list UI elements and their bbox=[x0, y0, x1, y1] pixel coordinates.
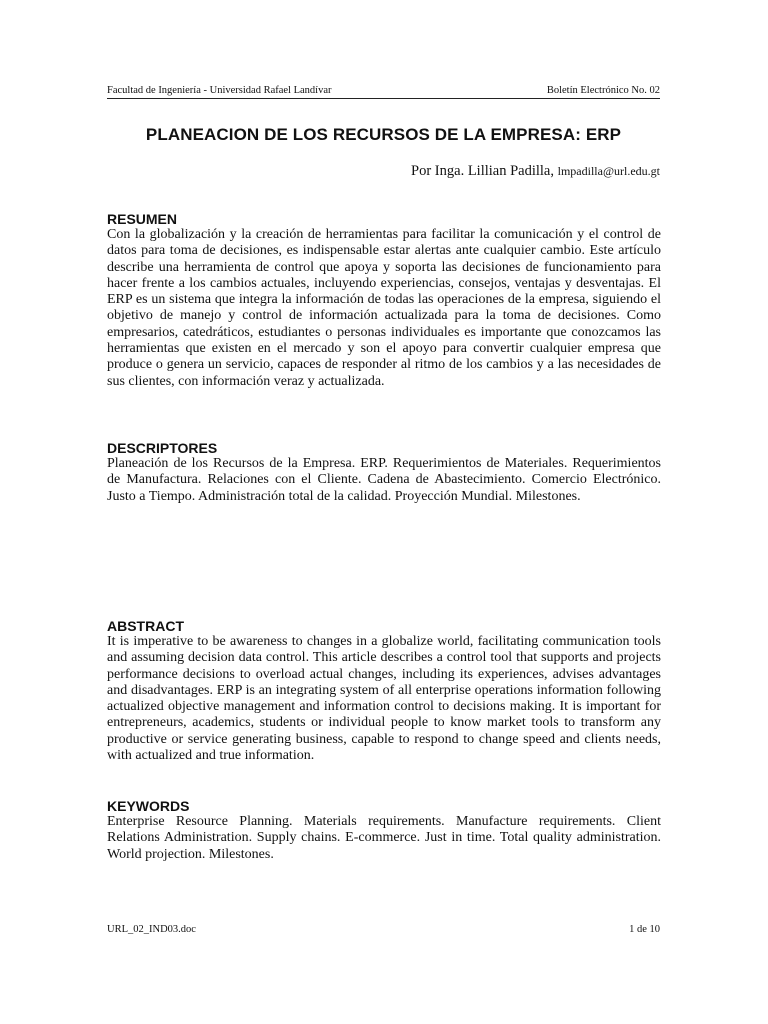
footer-filename: URL_02_IND03.doc bbox=[107, 924, 196, 935]
descriptores-body: Planeación de los Recursos de la Empresa. ERP. Requerimientos de Materiales. Requerimientos de Manufactura. Relaciones con el Cliente. Cadena de Abastecimiento. Comercio Electrónico. Justo a Tiempo. Administración total de la calidad. Proyección Mundial. Milestones. bbox=[107, 456, 661, 504]
document-title: PLANEACION DE LOS RECURSOS DE LA EMPRESA: ERP bbox=[145, 125, 622, 144]
resumen-body: Con la globalización y la creación de herramientas para facilitar la comunicación y el control de datos para toma de decisiones, es indispensable estar alertas ante cualquier cambio. Este artículo describe una herramienta de control que apoya y soporta las decisiones de funcionamiento para hacer frente a los cambios actuales, incluyendo experiencias, consejos, ventajas y desventajas. El ERP es un sistema que integra la información de todas las operaciones de la empresa, siguiendo el objetivo de manejo y control de información actualizada para la toma de decisiones. Como empresarios, catedráticos, estudiantes o personas individuales es importante que conozcamos las herramientas que existen en el mercado y son el apoyo para convertir cualquier empresa que produce o genera un servicio, capaces de responder al ritmo de los cambios y a las necesidades de sus clientes, con información veraz y actualizada. bbox=[107, 227, 661, 389]
abstract-body: It is imperative to be awareness to changes in a globalize world, facilitating communication tools and assuming decision data control. This article describes a control tool that supports and projects performance decisions to overload actual changes, including its experiences, advises advantages and disadvantages. ERP is an integrating system of all enterprise operations information following actualized objective management and information control to decisions making. It is important for entrepreneurs, academics, students or individual people to know market tools to transform any productive or service generating business, capable to respond to change speed and clients needs, with actualized and true information. bbox=[107, 634, 661, 764]
keywords-body: Enterprise Resource Planning. Materials requirements. Manufacture requirements. Client Relations Administration. Supply chains. E-commerce. Just in time. Total quality administration. World projection. Milestones. bbox=[107, 814, 661, 862]
page-footer bbox=[107, 924, 660, 936]
author-byline bbox=[107, 162, 660, 180]
header-bulletin: Boletín Electrónico No. 02 bbox=[546, 85, 660, 96]
author-name: Por Inga. Lillian Padilla, bbox=[411, 163, 554, 179]
page-header bbox=[107, 85, 660, 99]
author-email: lmpadilla@url.edu.gt bbox=[557, 164, 660, 178]
header-institution: Facultad de Ingeniería - Universidad Rafael Landívar bbox=[107, 85, 332, 96]
descriptores-heading: DESCRIPTORES bbox=[107, 440, 218, 456]
abstract-heading: ABSTRACT bbox=[107, 618, 184, 634]
resumen-heading: RESUMEN bbox=[107, 211, 178, 227]
footer-page-number: 1 de 10 bbox=[629, 924, 660, 935]
keywords-heading: KEYWORDS bbox=[107, 798, 190, 814]
